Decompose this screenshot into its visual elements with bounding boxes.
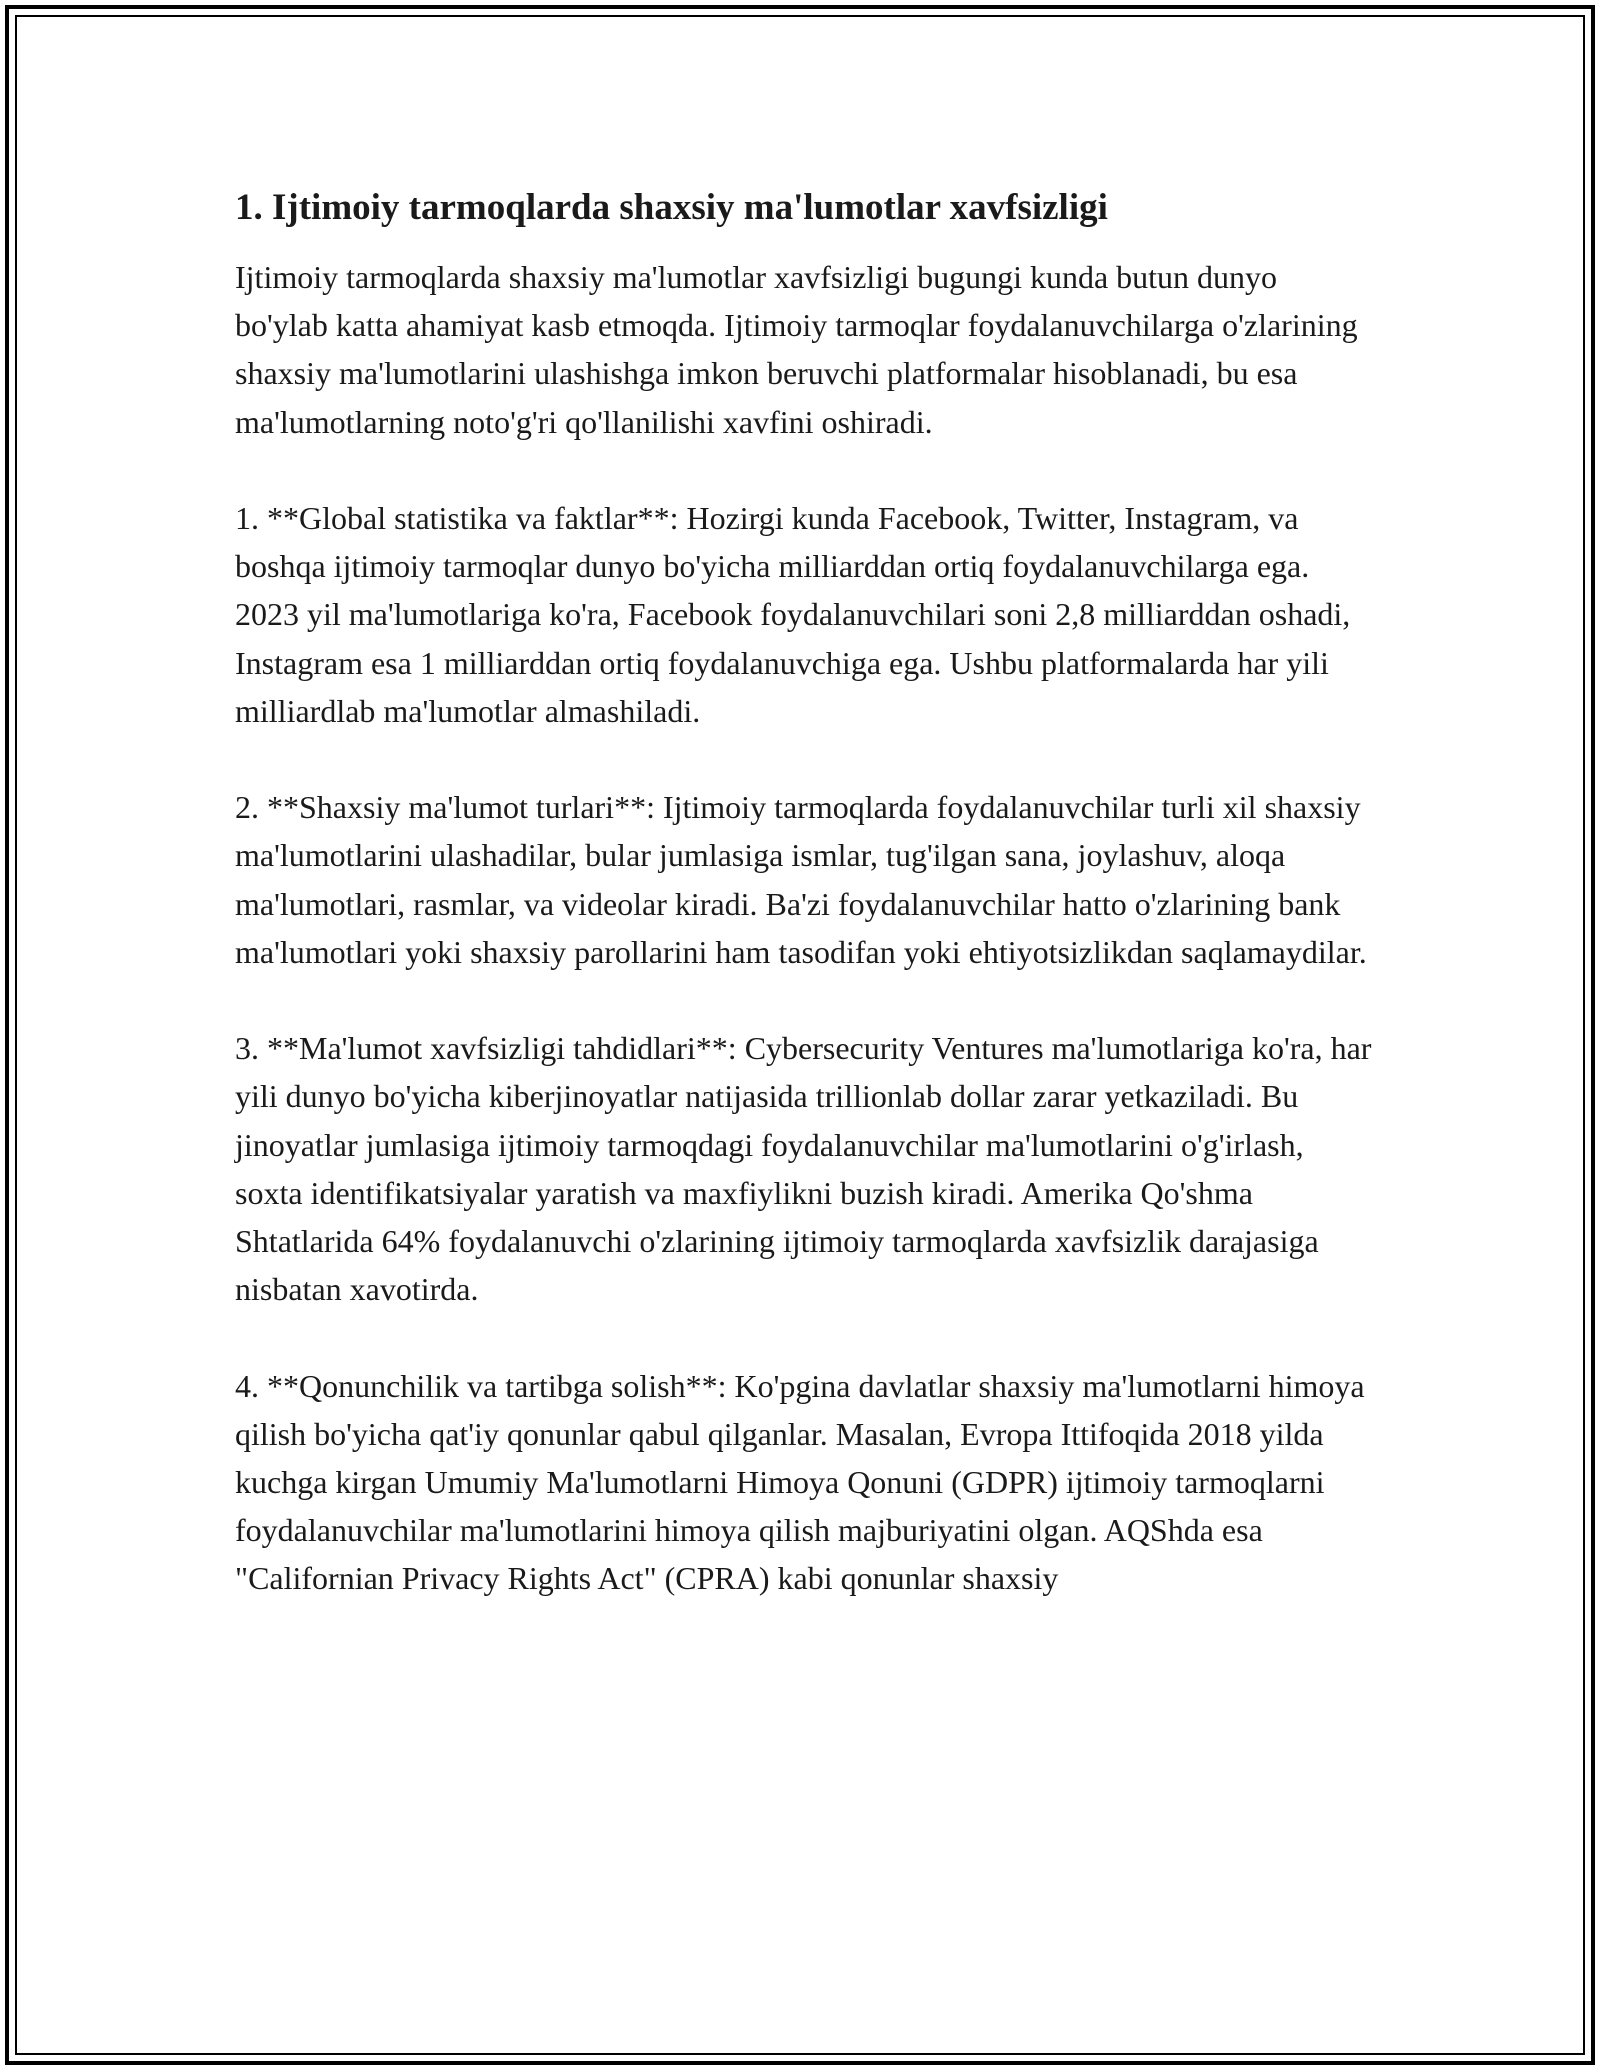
paragraph-personal-data-types: 2. **Shaxsiy ma'lumot turlari**: Ijtimoiy tarmoqlarda foydalanuvchilar turli xil shaxsiy ma'lumotlarini ulashadilar, bular jumlasiga ismlar, tug'ilgan sana, joylashuv, aloqa ma'lumotlari, rasmlar, va videolar kiradi. Ba'zi foydalanuvchilar hatto o'zlarining bank ma'lumotlari yoki shaxsiy parollarini ham tasodifan yoki ehtiyotsizlikdan saqlamaydilar. (235, 789, 1367, 970)
paragraph-intro: Ijtimoiy tarmoqlarda shaxsiy ma'lumotlar xavfsizligi bugungi kunda butun dunyo bo'ylab katta ahamiyat kasb etmoqda. Ijtimoiy tarmoqlar foydalanuvchilarga o'zlarining shaxsiy ma'lumotlarini ulashishga imkon beruvchi platformalar hisoblanadi, bu esa ma'lumotlarning noto'g'ri qo'llanilishi xavfini oshiradi. (235, 259, 1358, 440)
paragraph-global-statistics: 1. **Global statistika va faktlar**: Hozirgi kunda Facebook, Twitter, Instagram, va boshqa ijtimoiy tarmoqlar dunyo bo'yicha milliarddan ortiq foydalanuvchilarga ega. 2023 yil ma'lumotlariga ko'ra, Facebook foydalanuvchilari soni 2,8 milliarddan oshadi, Instagram esa 1 milliarddan ortiq foydalanuvchiga ega. Ushbu platformalarda har yili milliardlab ma'lumotlar almashiladi. (235, 500, 1351, 729)
section-title: 1. Ijtimoiy tarmoqlarda shaxsiy ma'lumotlar xavfsizligi (235, 187, 1108, 228)
paragraph-legislation: 4. **Qonunchilik va tartibga solish**: Ko'pgina davlatlar shaxsiy ma'lumotlarni himoya qilish bo'yicha qat'iy qonunlar qabul qilganlar. Masalan, Evropa Ittifoqida 2018 yilda kuchga kirgan Umumiy Ma'lumotlarni Himoya Qonuni (GDPR) ijtimoiy tarmoqlarni foydalanuvchilar ma'lumotlarini himoya qilish majburiyatini olgan. AQShda esa "Californian Privacy Rights Act" (CPRA) kabi qonunlar shaxsiy (235, 1367, 1365, 1597)
document-body (235, 185, 1375, 1651)
paragraph-security-threats: 3. **Ma'lumot xavfsizligi tahdidlari**: Cybersecurity Ventures ma'lumotlariga ko'ra, har yili dunyo bo'yicha kiberjinoyatlar natijasida trillionlab dollar zarar yetkaziladi. Bu jinoyatlar jumlasiga ijtimoiy tarmoqdagi foydalanuvchilar ma'lumotlarini o'g'irlash, soxta identifikatsiyalar yaratish va maxfiylikni buzish kiradi. Amerika Qo'shma Shtatlarida 64% foydalanuvchi o'zlarining ijtimoiy tarmoqlarda xavfsizlik darajasiga nisbatan xavotirda. (235, 1030, 1372, 1308)
